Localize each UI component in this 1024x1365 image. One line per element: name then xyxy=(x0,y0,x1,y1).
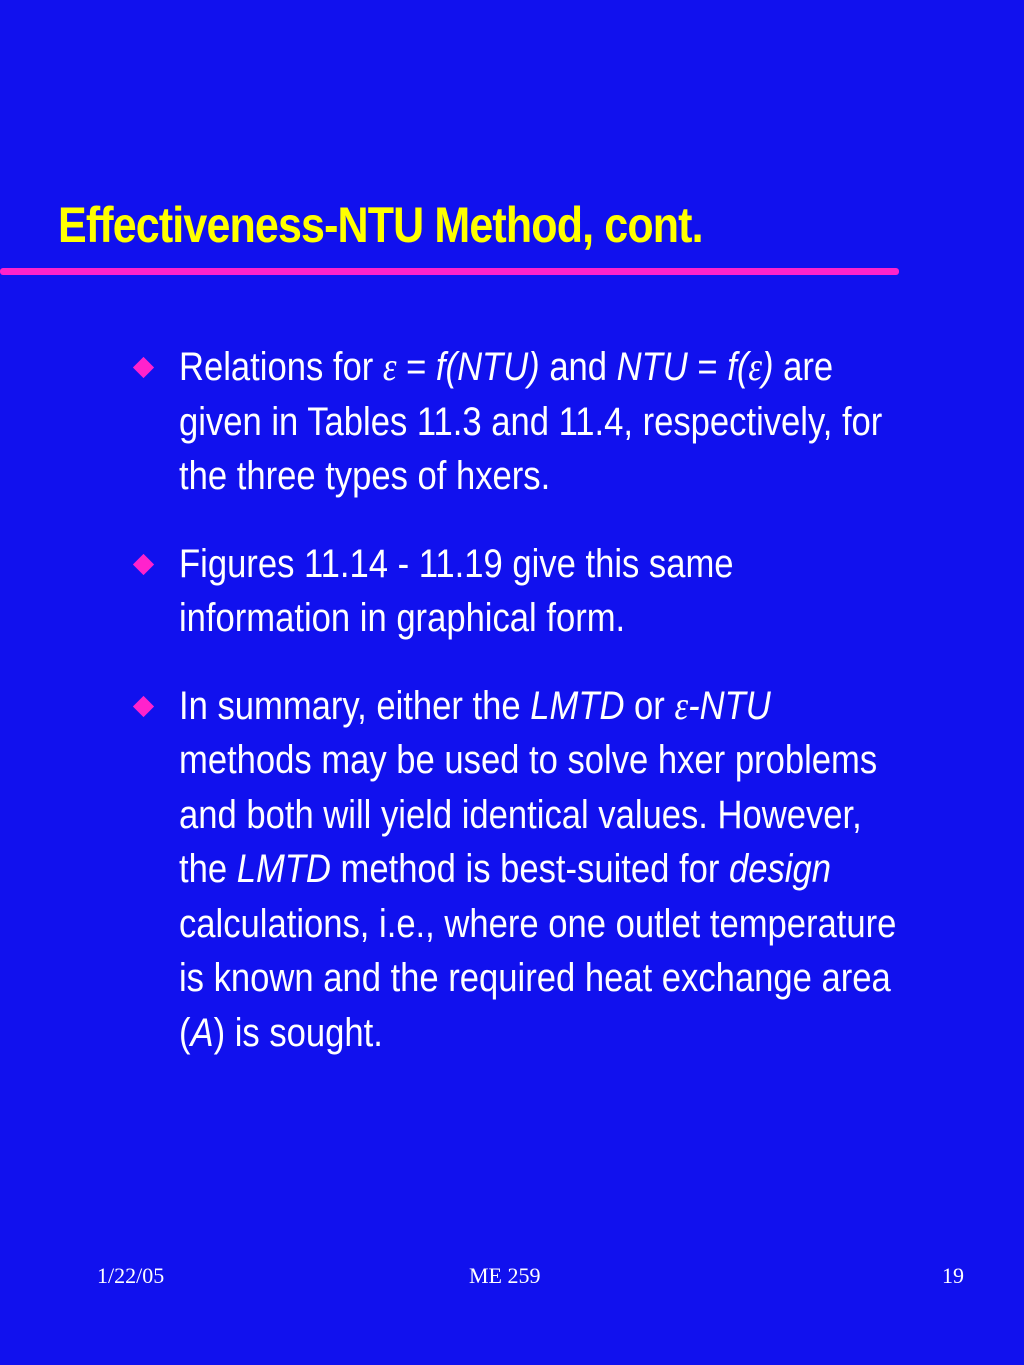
diamond-bullet-icon xyxy=(133,357,154,378)
bullet-item xyxy=(130,340,990,504)
bullet-line xyxy=(179,788,958,843)
bullet-line xyxy=(179,537,958,592)
text-segment: given in Tables 11.3 and 11.4, respectively, for xyxy=(179,399,883,444)
bullet-text xyxy=(179,340,958,504)
text-segment: ) xyxy=(761,345,774,389)
footer-page-number: 19 xyxy=(942,1263,964,1288)
text-segment: the xyxy=(179,847,237,891)
diamond-bullet-icon xyxy=(133,695,154,716)
text-segment: A xyxy=(190,1010,214,1055)
slide-title: Effectiveness-NTU Method, cont. xyxy=(58,197,703,253)
text-segment: methods may be used to solve hxer problems xyxy=(179,738,878,782)
bullet-line xyxy=(179,591,958,646)
text-segment: ) is sought. xyxy=(213,1010,383,1055)
text-segment: ( xyxy=(179,1010,191,1055)
text-segment: design xyxy=(728,847,831,891)
footer-course: ME 259 xyxy=(469,1263,541,1288)
text-segment: f( xyxy=(727,345,749,389)
bullet-line xyxy=(179,449,958,504)
text-segment: and both will yield identical values. However, xyxy=(179,792,862,837)
epsilon-symbol: ε xyxy=(382,344,397,389)
bullet-text xyxy=(179,679,958,1061)
text-segment: Relations for xyxy=(179,345,383,389)
text-segment: method is best-suited for xyxy=(330,847,729,891)
text-segment: the three types of hxers. xyxy=(179,454,551,498)
text-segment: or xyxy=(624,683,675,728)
text-segment: = xyxy=(396,345,436,389)
bullet-line xyxy=(179,897,958,952)
bullet-list xyxy=(130,340,990,1093)
text-segment: calculations, i.e., where one outlet temperature xyxy=(179,901,897,946)
text-segment: are xyxy=(773,345,834,389)
bullet-item xyxy=(130,537,990,646)
text-segment: LMTD xyxy=(530,683,625,728)
text-segment: f(NTU) xyxy=(435,345,540,389)
bullet-line xyxy=(179,395,958,450)
text-segment: -NTU xyxy=(688,683,771,728)
bullet-line xyxy=(179,842,958,897)
bullet-line xyxy=(179,951,958,1006)
footer-date: 1/22/05 xyxy=(97,1263,165,1288)
bullet-text xyxy=(179,537,958,646)
bullet-line xyxy=(179,679,958,734)
text-segment: and xyxy=(539,345,617,389)
text-segment: = xyxy=(687,345,728,389)
text-segment: information in graphical form. xyxy=(179,596,626,640)
bullet-item xyxy=(130,679,990,1061)
bullet-line xyxy=(179,733,958,788)
text-segment: Figures 11.14 - 11.19 give this same xyxy=(179,541,734,586)
bullet-line xyxy=(179,340,958,395)
text-segment: NTU xyxy=(616,345,688,389)
bullet-line xyxy=(179,1006,958,1061)
text-segment: In summary, either the xyxy=(179,683,531,728)
epsilon-symbol: ε xyxy=(748,344,762,389)
text-segment: is known and the required heat exchange area xyxy=(179,956,891,1000)
epsilon-symbol: ε xyxy=(674,682,689,728)
title-underline xyxy=(0,268,899,275)
diamond-bullet-icon xyxy=(133,553,154,574)
text-segment: LMTD xyxy=(236,847,331,891)
